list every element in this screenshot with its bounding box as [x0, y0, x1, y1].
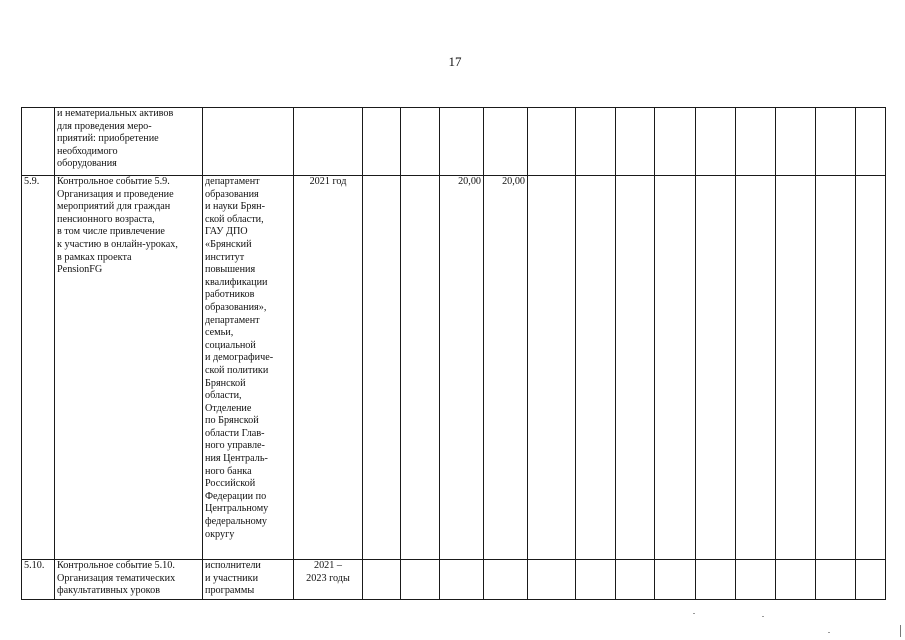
empty-cell [401, 560, 440, 600]
term: 2021 год [294, 176, 363, 560]
empty-cell [576, 108, 616, 176]
empty-cell [776, 560, 816, 600]
term: 2021 – 2023 годы [294, 560, 363, 600]
empty-cell [655, 560, 696, 600]
empty-cell [576, 560, 616, 600]
empty-cell [655, 176, 696, 560]
row-number [22, 108, 55, 176]
empty-cell [696, 560, 736, 600]
program-plan-table [21, 107, 886, 600]
empty-cell [776, 108, 816, 176]
scan-edge-mark [900, 625, 901, 637]
amount-cell [440, 108, 484, 176]
empty-cell [616, 108, 655, 176]
executor: исполнители и участники программы [203, 560, 294, 600]
row-number: 5.10. [22, 560, 55, 600]
empty-cell [816, 176, 856, 560]
empty-cell [616, 176, 655, 560]
row-number: 5.9. [22, 176, 55, 560]
empty-cell [696, 108, 736, 176]
event-name: Контрольное событие 5.10. Организация тематических факультативных уроков [55, 560, 203, 600]
empty-cell [363, 560, 401, 600]
empty-cell [616, 560, 655, 600]
table-row-continuation [22, 108, 886, 176]
empty-cell [736, 108, 776, 176]
empty-cell [401, 176, 440, 560]
term [294, 108, 363, 176]
empty-cell [528, 176, 576, 560]
amount-cell: 20,00 [484, 176, 528, 560]
empty-cell [776, 176, 816, 560]
empty-cell [528, 560, 576, 600]
empty-cell [528, 108, 576, 176]
event-name: Контрольное событие 5.9. Организация и проведение мероприятий для граждан пенсионного возраста, в том числе привлечение к участию в онлайн-уроках, в рамках проекта PensionFG [55, 176, 203, 560]
executor: департамент образования и науки Брян- ской области, ГАУ ДПО «Брянский институт повышения квалификации работников образования», департамент семьи, социальной и демографиче- ской политики Брянской области, Отделение по Брянской области Глав- ного управле- ния Централь- ного банка Российской Федерации по Центральному федеральному округу [203, 176, 294, 560]
empty-cell [576, 176, 616, 560]
amount-cell: 20,00 [440, 176, 484, 560]
empty-cell [655, 108, 696, 176]
scan-speck [693, 613, 695, 614]
empty-cell [736, 560, 776, 600]
empty-cell [696, 176, 736, 560]
empty-cell [401, 108, 440, 176]
amount-cell [484, 108, 528, 176]
scan-speck [762, 616, 764, 617]
empty-cell [363, 176, 401, 560]
executor [203, 108, 294, 176]
empty-cell [856, 176, 886, 560]
amount-cell [440, 560, 484, 600]
empty-cell [816, 560, 856, 600]
table-row-5-9 [22, 176, 886, 560]
empty-cell [856, 560, 886, 600]
empty-cell [816, 108, 856, 176]
empty-cell [736, 176, 776, 560]
empty-cell [856, 108, 886, 176]
event-name: и нематериальных активов для проведения меро- приятий: приобретение необходимого оборудования [55, 108, 203, 176]
amount-cell [484, 560, 528, 600]
scan-speck [828, 632, 830, 633]
table-row-5-10 [22, 560, 886, 600]
page-number: 17 [448, 54, 462, 69]
empty-cell [363, 108, 401, 176]
